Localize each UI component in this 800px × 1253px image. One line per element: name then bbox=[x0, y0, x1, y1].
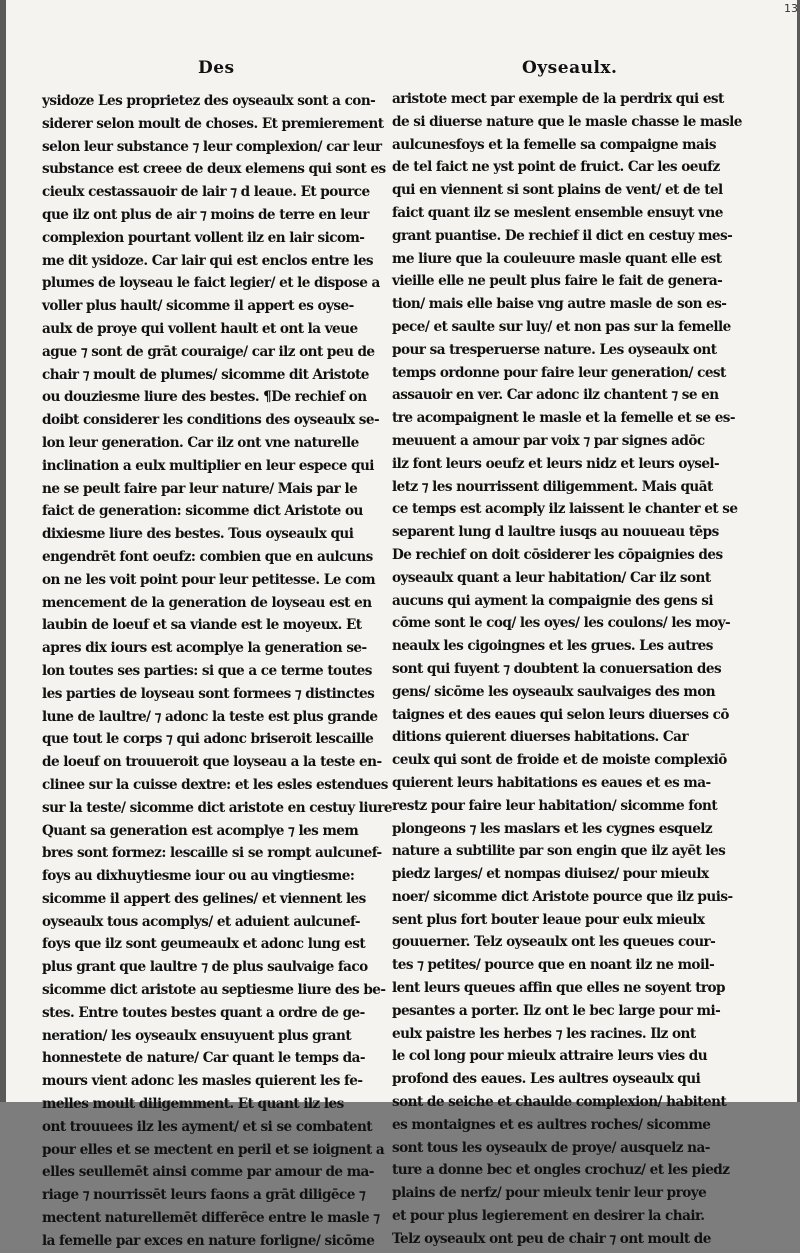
text-line: clinee sur la cuisse dextre: et les esles estendues bbox=[42, 776, 388, 793]
text-line: apres dix iours est acomplye la generation se- bbox=[42, 640, 367, 657]
text-line: plumes de loyseau le faict legier/ et le dispose a bbox=[42, 275, 380, 292]
text-line: la femelle par exces en nature forligne/ sicōme bbox=[42, 1232, 375, 1249]
text-line: les parties de loyseau sont formees ⁊ distinctes bbox=[42, 685, 375, 702]
text-line: que tout le corps ⁊ qui adonc briseroit lescaille bbox=[42, 731, 374, 748]
text-line: Quant sa generation est acomplye ⁊ les mem bbox=[42, 822, 359, 839]
text-line: que ilz ont plus de air ⁊ moins de terre en leur bbox=[42, 206, 369, 223]
text-line: elles seullemēt ainsi comme par amour de ma- bbox=[42, 1164, 374, 1181]
right-text-column bbox=[392, 88, 742, 1251]
text-line: cieulx cestassauoir de lair ⁊ d leaue. Et pource bbox=[42, 184, 370, 201]
text-line: sicomme dict aristote au septiesme liure des be- bbox=[42, 982, 386, 999]
text-line: piedz larges/ et nompas diuisez/ pour mieulx bbox=[392, 866, 709, 883]
text-line: temps ordonne pour faire leur generation/ cest bbox=[392, 364, 726, 381]
text-line: profond des eaues. Les aultres oyseaulx qui bbox=[392, 1071, 701, 1088]
text-line: sur la teste/ sicomme dict aristote en cestuy liure bbox=[42, 799, 393, 816]
text-line: lune de laultre/ ⁊ adonc la teste est plus grande bbox=[42, 708, 378, 725]
text-line: complexion pourtant vollent ilz en lair sicom- bbox=[42, 229, 365, 246]
text-line: ture a donne bec et ongles crochuz/ et les piedz bbox=[392, 1162, 730, 1179]
text-line: letz ⁊ les nourrissent diligemment. Mais quāt bbox=[392, 478, 713, 495]
text-line: ou douziesme liure des bestes. ¶De rechief on bbox=[42, 389, 367, 406]
text-line: lon leur generation. Car ilz ont vne naturelle bbox=[42, 434, 359, 451]
text-line: plongeons ⁊ les maslars et les cygnes esquelz bbox=[392, 820, 713, 837]
text-line: ont trouuees ilz les ayment/ et si se combatent bbox=[42, 1118, 373, 1135]
text-line: tes ⁊ petites/ pource que en noant ilz ne moil- bbox=[392, 957, 715, 974]
text-line: Telz oyseaulx ont peu de chair ⁊ ont moult de bbox=[392, 1230, 711, 1247]
text-line: sont tous les oyseaulx de proye/ ausquelz na- bbox=[392, 1139, 710, 1156]
text-line: restz pour faire leur habitation/ sicomme font bbox=[392, 797, 718, 814]
folio-number: 13 bbox=[784, 2, 798, 15]
text-line: voller plus hault/ sicomme il appert es oyse- bbox=[42, 298, 354, 315]
text-line: on ne les voit point pour leur petitesse. Le com bbox=[42, 571, 376, 588]
text-line: faict de generation: sicomme dict Aristote ou bbox=[42, 503, 363, 520]
text-line: cōme sont le coq/ les oyes/ les coulons/ les moy- bbox=[392, 615, 731, 632]
text-line: ne se peult faire par leur nature/ Mais par le bbox=[42, 480, 358, 497]
text-line: ysidoze Les proprietez des oyseaulx sont a con- bbox=[42, 93, 376, 109]
text-line: me liure que la couleuure masle quant elle est bbox=[392, 250, 722, 267]
text-line: quierent leurs habitations es eaues et es ma- bbox=[392, 774, 711, 791]
text-line: mectent naturellemēt differēce entre le masle ⁊ bbox=[42, 1210, 380, 1227]
text-line: taignes et des eaues qui selon leurs diuerses cō bbox=[392, 706, 729, 723]
text-line: lon toutes ses parties: si que a ce terme toutes bbox=[42, 662, 372, 679]
text-line: sont qui fuyent ⁊ doubtent la conuersation des bbox=[392, 660, 722, 677]
text-line: tion/ mais elle baise vng autre masle de son es- bbox=[392, 296, 727, 313]
text-line: vieille elle ne peult plus faire le fait de genera- bbox=[392, 273, 723, 290]
text-line: qui en viennent si sont plains de vent/ et de tel bbox=[392, 182, 723, 199]
text-line: sent plus fort bouter leaue pour eulx mieulx bbox=[392, 911, 705, 928]
text-line: es montaignes et es aultres roches/ sicomme bbox=[392, 1116, 711, 1133]
text-line: dixiesme liure des bestes. Tous oyseaulx qui bbox=[42, 526, 354, 543]
running-header-right: Oyseaulx. bbox=[522, 58, 618, 78]
text-line: riage ⁊ nourrissēt leurs faons a grāt diligēce ⁊ bbox=[42, 1187, 366, 1204]
text-line: ague ⁊ sont de grāt couraige/ car ilz ont peu de bbox=[42, 343, 375, 360]
text-line: substance est creee de deux elemens qui sont es bbox=[42, 161, 386, 178]
text-line: de tel faict ne yst point de fruict. Car les oeufz bbox=[392, 159, 720, 176]
text-line: pour sa tresperuerse nature. Les oyseaulx ont bbox=[392, 341, 717, 358]
text-line: sont de seiche et chaulde complexion/ habitent bbox=[392, 1094, 727, 1111]
text-line: aulx de proye qui vollent hault et ont la veue bbox=[42, 320, 358, 337]
text-line: de si diuerse nature que le masle chasse le masle bbox=[392, 113, 742, 130]
text-line: foys que ilz sont geumeaulx et adonc lung est bbox=[42, 936, 366, 953]
text-line: assauoir en ver. Car adonc ilz chantent ⁊ se en bbox=[392, 387, 719, 404]
text-line: siderer selon moult de choses. Et premierement bbox=[42, 115, 384, 132]
text-line: de loeuf on trouueroit que loyseau a la teste en- bbox=[42, 754, 382, 771]
text-line: meuuent a amour par voix ⁊ par signes adōc bbox=[392, 432, 705, 449]
text-line: oyseaulx tous acomplys/ et aduient aulcunef- bbox=[42, 913, 360, 930]
text-line: ilz font leurs oeufz et leurs nidz et leurs oysel- bbox=[392, 455, 720, 472]
text-line: nature a subtilite par son engin que ilz ayēt les bbox=[392, 843, 726, 860]
text-line: gouuerner. Telz oyseaulx ont les queues cour- bbox=[392, 934, 716, 951]
text-line: plains de nerfz/ pour mieulx tenir leur proye bbox=[392, 1185, 707, 1202]
text-line: grant puantise. De rechief il dict en cestuy mes- bbox=[392, 227, 733, 244]
text-line: melles moult diligemment. Et quant ilz les bbox=[42, 1096, 344, 1113]
text-line: mours vient adonc les masles quierent les fe- bbox=[42, 1073, 363, 1090]
text-line: le col long pour mieulx attraire leurs vies du bbox=[392, 1048, 708, 1065]
text-line: ceulx qui sont de froide et de moiste complexiō bbox=[392, 752, 727, 769]
text-line: aucuns qui ayment la compaignie des gens si bbox=[392, 592, 714, 609]
left-text-column bbox=[42, 90, 393, 1253]
text-line: separent lung d laultre iusqs au nouueau tēps bbox=[392, 524, 719, 541]
text-line: plus grant que laultre ⁊ de plus saulvaige faco bbox=[42, 959, 368, 976]
text-line: tre acompaignent le masle et la femelle et se es- bbox=[392, 410, 735, 427]
text-line: pour elles et se mectent en peril et se ioignent a bbox=[42, 1141, 385, 1158]
text-line: chair ⁊ moult de plumes/ sicomme dit Aristote bbox=[42, 366, 369, 383]
text-line: sicomme il appert des gelines/ et viennent les bbox=[42, 890, 366, 907]
running-header-left: Des bbox=[198, 58, 235, 78]
text-line: bres sont formez: lescaille si se rompt aulcunef- bbox=[42, 845, 382, 862]
text-line: ce temps est acomply ilz laissent le chanter et se bbox=[392, 501, 738, 518]
text-line: aristote mect par exemple de la perdrix qui est bbox=[392, 91, 724, 107]
text-line: neration/ les oyseaulx ensuyuent plus grant bbox=[42, 1027, 352, 1044]
text-line: aulcunesfoys et la femelle sa compaigne mais bbox=[392, 136, 716, 153]
text-line: inclination a eulx multiplier en leur espece qui bbox=[42, 457, 374, 474]
text-line: honnestete de nature/ Car quant le temps da- bbox=[42, 1050, 365, 1067]
text-line: engendrēt font oeufz: combien que en aulcuns bbox=[42, 548, 373, 565]
text-line: oyseaulx quant a leur habitation/ Car ilz sont bbox=[392, 569, 711, 586]
text-line: selon leur substance ⁊ leur complexion/ car leur bbox=[42, 138, 382, 155]
text-line: ditions quierent diuerses habitations. Car bbox=[392, 729, 689, 746]
text-line: stes. Entre toutes bestes quant a ordre de ge- bbox=[42, 1004, 365, 1021]
text-line: noer/ sicomme dict Aristote pource que ilz puis- bbox=[392, 888, 733, 905]
text-line: pece/ et saulte sur luy/ et non pas sur la femelle bbox=[392, 318, 731, 335]
text-line: eulx paistre les herbes ⁊ les racines. Ilz ont bbox=[392, 1025, 696, 1042]
page-edge-shadow-left bbox=[0, 0, 6, 1102]
text-line: doibt considerer les conditions des oyseaulx se- bbox=[42, 412, 380, 429]
text-line: neaulx les cigoingnes et les grues. Les autres bbox=[392, 638, 713, 655]
text-line: foys au dixhuytiesme iour ou au vingtiesme: bbox=[42, 868, 355, 885]
text-line: faict quant ilz se meslent ensemble ensuyt vne bbox=[392, 204, 723, 221]
text-line: gens/ sicōme les oyseaulx saulvaiges des mon bbox=[392, 683, 716, 700]
text-line: laubin de loeuf et sa viande est le moyeux. Et bbox=[42, 617, 362, 634]
text-line: pesantes a porter. Ilz ont le bec large pour mi- bbox=[392, 1002, 721, 1019]
text-line: lent leurs queues affin que elles ne soyent trop bbox=[392, 980, 726, 997]
text-line: et pour plus legierement en desirer la chair. bbox=[392, 1208, 705, 1225]
text-line: mencement de la generation de loyseau est en bbox=[42, 594, 372, 611]
text-line: De rechief on doit cōsiderer les cōpaignies des bbox=[392, 546, 723, 563]
text-line: me dit ysidoze. Car lair qui est enclos entre les bbox=[42, 252, 374, 269]
